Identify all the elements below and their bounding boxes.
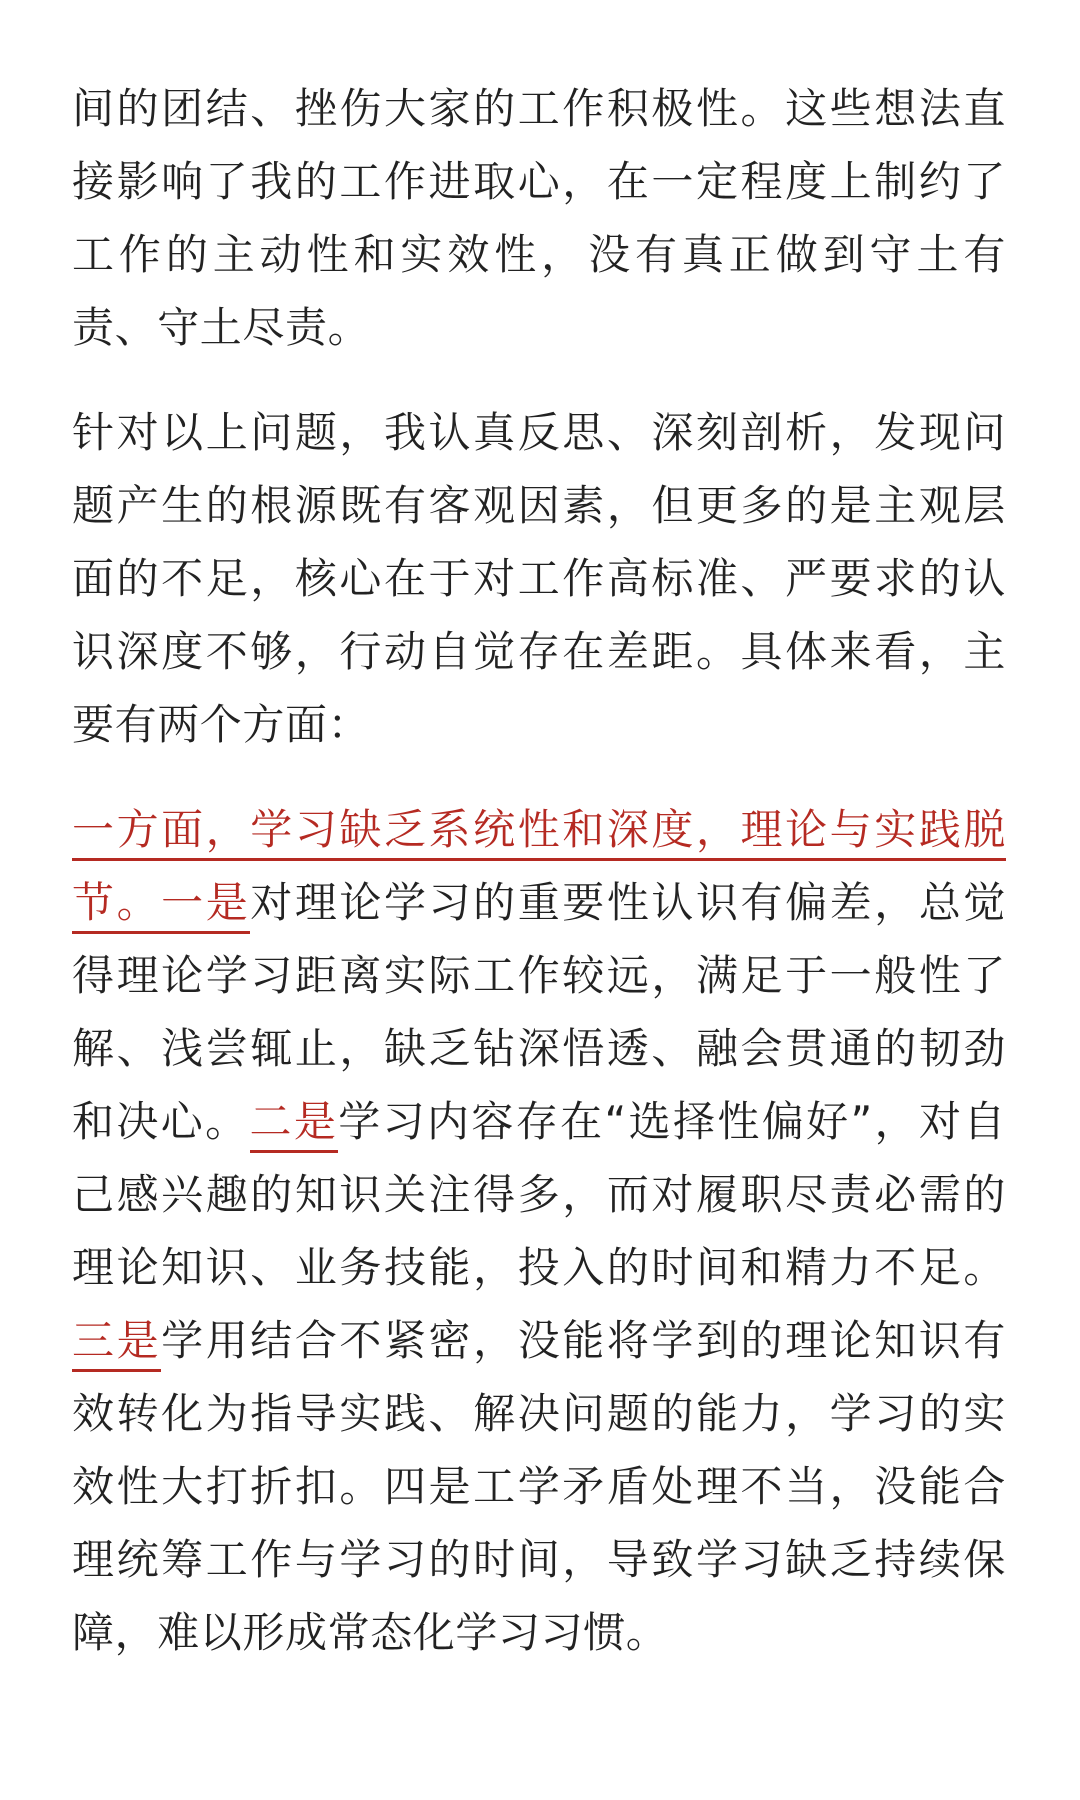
point-1-label: 一是 xyxy=(161,878,250,934)
section-heading: 一方面，学习缺乏系统性和深度，理论与实践脱节。 xyxy=(72,805,1006,934)
paragraph-3 xyxy=(72,793,1006,1669)
paragraph-2: 针对以上问题，我认真反思、深刻剖析，发现问题产生的根源既有客观因素，但更多的是主观层面的不足，核心在于对工作高标准、严要求的认识深度不够，行动自觉存在差距。具体来看，主要有两个方面： xyxy=(72,408,1006,749)
point-2-label: 二是 xyxy=(250,1097,339,1153)
point-3-label: 三是 xyxy=(72,1316,161,1372)
point-3-text: 学用结合不紧密，没能将学到的理论知识有效转化为指导实践、解决问题的能力，学习的实效性大打折扣。四是工学矛盾处理不当，没能合理统筹工作与学习的时间，导致学习缺乏持续保障，难以形成常态化学习习惯。 xyxy=(72,1316,1006,1657)
point-2-text: 学习内容存在“选择性偏好”，对自己感兴趣的知识关注得多，而对履职尽责必需的理论知识、业务技能，投入的时间和精力不足。 xyxy=(72,1097,1006,1292)
article-body xyxy=(72,72,1006,1701)
point-1-text: 对理论学习的重要性认识有偏差，总觉得理论学习距离实际工作较远，满足于一般性了解、浅尝辄止，缺乏钻深悟透、融会贯通的韧劲和决心。 xyxy=(72,878,1006,1146)
paragraph-1: 间的团结、挫伤大家的工作积极性。这些想法直接影响了我的工作进取心，在一定程度上制约了工作的主动性和实效性，没有真正做到守土有责、守土尽责。 xyxy=(72,84,1006,352)
